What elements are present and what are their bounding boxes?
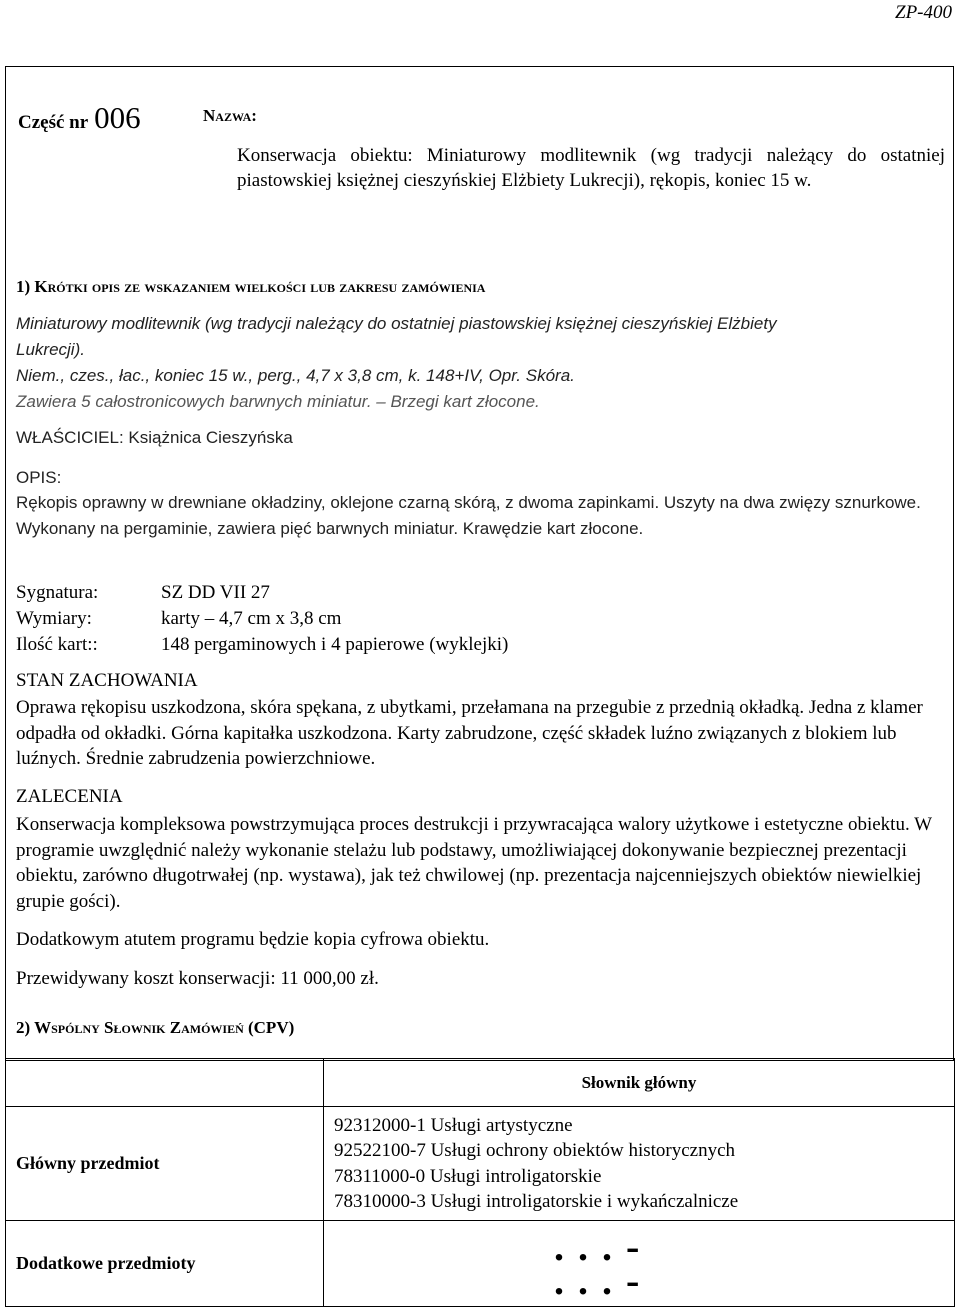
field-row xyxy=(16,632,508,658)
cpv-main-codes xyxy=(324,1107,955,1221)
part-heading xyxy=(18,100,141,136)
catalog-line: Niem., czes., łac., koniec 15 w., perg., 4,7 x 3,8 cm, k. 148+IV, Opr. Skóra. xyxy=(16,366,575,385)
field-value: karty – 4,7 cm x 3,8 cm xyxy=(161,608,342,629)
name-label: Nazwa: xyxy=(203,106,257,125)
stan-heading: STAN ZACHOWANIA xyxy=(16,670,198,691)
catalog-line: Zawiera 5 całostronicowych barwnych miniatur. – Brzegi kart złocone. xyxy=(16,392,540,411)
cpv-empty-cell xyxy=(6,1059,324,1107)
owner-line: WŁAŚCICIEL: Książnica Cieszyńska xyxy=(16,428,293,447)
cpv-code: 78310000-3 Usługi introligatorskie i wykańczalnicze xyxy=(334,1191,739,1212)
cpv-dictionary-heading: Słownik główny xyxy=(324,1059,955,1107)
extra-info: Dodatkowym atutem programu będzie kopia cyfrowa obiektu. xyxy=(16,929,490,950)
catalog-line: Lukrecji). xyxy=(16,340,85,359)
field-row xyxy=(16,580,508,606)
field-label: Ilość kart:: xyxy=(16,634,98,655)
part-label: Część nr xyxy=(18,112,89,133)
opis-text: Rękopis oprawny w drewniane okładziny, oklejone czarną skórą, z dwoma zapinkami. Uszyty na dwa zwięzy sznurkowe. Wykonany na pergaminie, zawiera pięć barwnych miniatur. Krawędzie kart złocone. xyxy=(16,493,921,538)
cpv-extra-label: Dodatkowe przedmioty xyxy=(6,1221,324,1307)
cpv-extra-codes xyxy=(324,1221,955,1307)
cpv-extra-row xyxy=(6,1221,955,1307)
cpv-table xyxy=(5,1058,955,1307)
field-value: 148 pergaminowych i 4 papierowe (wyklejki) xyxy=(161,634,509,655)
field-row xyxy=(16,606,508,632)
section-2-heading: 2) Wspólny Słownik Zamówień (CPV) xyxy=(16,1018,295,1037)
cpv-code: 92312000-1 Usługi artystyczne xyxy=(334,1114,573,1136)
zalecenia-text: Konserwacja kompleksowa powstrzymująca proces destrukcji i przywracająca walory użytkowe i estetyczne obiektu. W programie uwzględnić należy wykonanie stelażu lub podstawy, umożliwiającej dokonywanie bezpiecznej prezentacji obiektu, zarówno długotrwałej (np. wystawa), jak też chwilowej (np. prezentacja najcenniejszych obiektów niewielkiej grupie gości). xyxy=(16,814,932,912)
cpv-code: 78311000-0 Usługi introligatorskie xyxy=(334,1165,602,1187)
object-name: Konserwacja obiektu: Miniaturowy modlitewnik (wg tradycji należący do ostatniej piastowskiej księżnej cieszyńskiej Elżbiety Lukrecji), rękopis, koniec 15 w. xyxy=(237,145,945,191)
catalog-description xyxy=(16,311,946,415)
object-fields xyxy=(16,580,508,658)
section-1-heading: 1) Krótki opis ze wskazaniem wielkości lub zakresu zamówienia xyxy=(16,277,486,296)
field-label: Wymiary: xyxy=(16,608,92,629)
cpv-main-label: Główny przedmiot xyxy=(6,1107,324,1221)
catalog-line: Miniaturowy modlitewnik (wg tradycji należący do ostatniej piastowskiej księżnej cieszyńskiej Elżbiety xyxy=(16,314,777,333)
cpv-code: 92522100-7 Usługi ochrony obiektów historycznych xyxy=(334,1140,736,1161)
cost-estimate: Przewidywany koszt konserwacji: 11 000,00 zł. xyxy=(16,968,379,989)
cpv-extra-code: . . . - xyxy=(554,1257,642,1303)
field-value: SZ DD VII 27 xyxy=(161,582,270,603)
part-number: 006 xyxy=(94,100,141,135)
zalecenia-heading: ZALECENIA xyxy=(16,786,123,807)
field-label: Sygnatura: xyxy=(16,582,99,603)
stan-text: Oprawa rękopisu uszkodzona, skóra spękana, z ubytkami, przełamana na przegubie z przednią okładką. Jedna z klamer odpadła od okładki. Górna kapitałka uszkodzona. Karty zabrudzone, część składek luźno związanych z blokiem lub luźnych. Średnie zabrudzenia powierzchniowe. xyxy=(16,697,923,769)
cpv-header-row xyxy=(6,1059,955,1107)
cpv-extra-code: . . . - xyxy=(554,1223,642,1269)
cpv-main-row xyxy=(6,1107,955,1221)
opis-heading: OPIS: xyxy=(16,468,62,487)
document-code: ZP-400 xyxy=(895,2,952,23)
